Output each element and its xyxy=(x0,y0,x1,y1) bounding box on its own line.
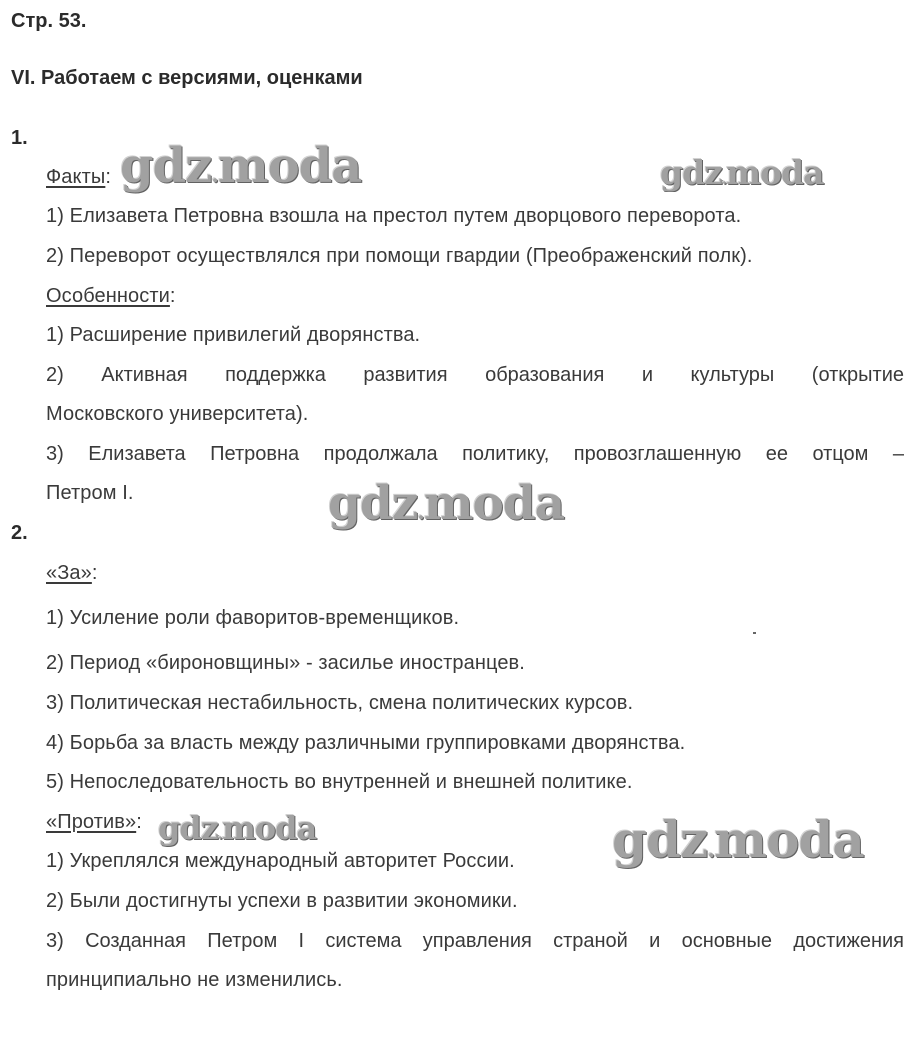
pro-heading: «За»: xyxy=(46,562,98,584)
task-1-number: 1. xyxy=(11,127,28,149)
features-heading: Особенности: xyxy=(46,285,176,307)
contra-item: 2) Были достигнуты успехи в развитии экономики. xyxy=(46,890,518,912)
watermark-logo: gdz.moda xyxy=(120,138,362,194)
section-title: VI. Работаем с версиями, оценками xyxy=(11,67,363,89)
contra-heading: «Против»: xyxy=(46,811,142,833)
watermark-logo: gdz.moda xyxy=(328,476,565,531)
feature-item: 1) Расширение привилегий дворянства. xyxy=(46,324,421,346)
facts-heading: Факты: xyxy=(46,166,112,188)
contra-label: «Против» xyxy=(46,811,137,833)
watermark-logo: gdz.moda xyxy=(660,153,824,192)
pro-label: «За» xyxy=(46,562,92,584)
pro-item: 4) Борьба за власть между различными группировками дворянства. xyxy=(46,732,686,754)
pro-item: 1) Усиление роли фаворитов-временщиков. xyxy=(46,607,460,629)
contra-item-continued: принципиально не изменились. xyxy=(46,969,343,991)
fact-item: 2) Переворот осуществлялся при помощи гвардии (Преображенский полк). xyxy=(46,245,753,267)
watermark-logo: gdz.moda xyxy=(158,809,317,847)
feature-item-continued: Петром I. xyxy=(46,482,134,504)
contra-item: 1) Укреплялся международный авторитет России. xyxy=(46,850,515,872)
scan-speck xyxy=(753,632,756,634)
watermark-logo: gdz.moda xyxy=(612,810,864,869)
pro-item: 3) Политическая нестабильность, смена политических курсов. xyxy=(46,692,634,714)
feature-item: 3) Елизавета Петровна продолжала политику, провозглашенную ее отцом – xyxy=(46,443,904,465)
facts-label: Факты xyxy=(46,166,106,188)
features-label: Особенности xyxy=(46,285,170,307)
pro-item: 5) Непоследовательность во внутренней и внешней политике. xyxy=(46,771,633,793)
page-number: Стр. 53. xyxy=(11,10,87,32)
contra-item: 3) Созданная Петром I система управления страной и основные достижения xyxy=(46,930,904,952)
feature-item-continued: Московского университета). xyxy=(46,403,309,425)
feature-item: 2) Активная поддержка развития образования и культуры (открытие xyxy=(46,364,904,386)
pro-item: 2) Период «бироновщины» - засилье иностранцев. xyxy=(46,652,525,674)
task-2-number: 2. xyxy=(11,522,28,544)
fact-item: 1) Елизавета Петровна взошла на престол путем дворцового переворота. xyxy=(46,205,742,227)
